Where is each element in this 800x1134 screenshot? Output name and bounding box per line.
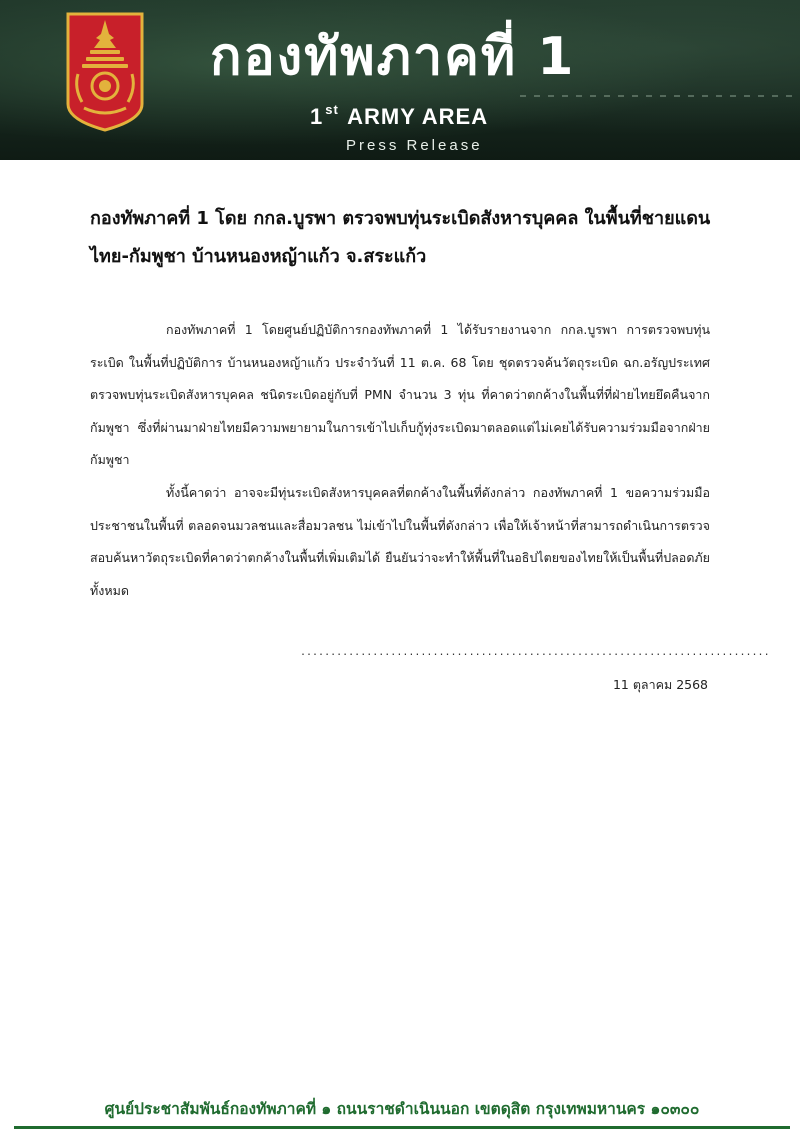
article-paragraph-1 xyxy=(90,314,710,477)
dotted-separator: .............................................................................. xyxy=(300,647,770,658)
unit-title-thai: กองทัพภาคที่ 1 xyxy=(210,27,576,87)
ordinal-number: 1 xyxy=(310,104,324,129)
release-date: 11 ตุลาคม 2568 xyxy=(612,677,708,692)
barbed-wire-decoration xyxy=(520,95,800,97)
footer-address: ศูนย์ประชาสัมพันธ์กองทัพภาคที่ ๑ ถนนราชดำเนินนอก เขตดุสิต กรุงเทพมหานคร ๑๐๓๐๐ xyxy=(104,1100,700,1118)
paragraph-2-text: ทั้งนี้คาดว่า อาจจะมีทุ่นระเบิดสังหารบุคคลที่ตกค้างในพื้นที่ดังกล่าว กองทัพภาคที่ 1 ขอความร่วมมือประชาชนในพื้นที่ ตลอดจนมวลชนและสื่อมวลชน ไม่เข้าไปในพื้นที่ดังกล่าว เพื่อให้เจ้าหน้าที่สามารถดำเนินการตรวจสอบค้นหาวัตถุระเบิดที่คาดว่าตกค้างในพื้นที่เพิ่มเติมได้ ยืนยันว่าจะทำให้พื้นที่ในอธิปไตยของไทยให้เป็นพื้นที่ปลอดภัยทั้งหมด xyxy=(90,485,710,598)
press-release-label: Press Release xyxy=(346,137,483,154)
unit-title-english-rest: ARMY AREA xyxy=(347,104,489,129)
unit-title-english xyxy=(310,92,550,128)
article-paragraph-2 xyxy=(90,477,710,607)
ordinal-suffix: st xyxy=(325,102,339,117)
header-banner xyxy=(0,0,800,160)
army-emblem-icon xyxy=(62,8,148,134)
footer-divider xyxy=(14,1126,790,1129)
paragraph-1-text: กองทัพภาคที่ 1 โดยศูนย์ปฏิบัติการกองทัพภาคที่ 1 ได้รับรายงานจาก กกล.บูรพา การตรวจพบทุ่นระเบิด ในพื้นที่ปฏิบัติการ บ้านหนองหญ้าแก้ว ประจำวันที่ 11 ต.ค. 68 โดย ชุดตรวจค้นวัตถุระเบิด ฉก.อรัญประเทศ ตรวจพบทุ่นระเบิดสังหารบุคคล ชนิดระเบิดอยู่กับที่ PMN จำนวน 3 ทุ่น ที่คาดว่าตกค้างในพื้นที่ที่ฝ่ายไทยยึดคืนจากกัมพูชา ซึ่งที่ผ่านมาฝ่ายไทยมีความพยายามในการเข้าไปเก็บกู้ทุ่งระเบิดมาตลอดแต่ไม่เคยได้รับความร่วมมือจากฝ่ายกัมพูชา xyxy=(90,322,710,467)
article-headline: กองทัพภาคที่ 1 โดย กกล.บูรพา ตรวจพบทุ่นระเบิดสังหารบุคคล ในพื้นที่ชายแดนไทย-กัมพูชา บ้านหนองหญ้าแก้ว จ.สระแก้ว xyxy=(90,208,711,267)
